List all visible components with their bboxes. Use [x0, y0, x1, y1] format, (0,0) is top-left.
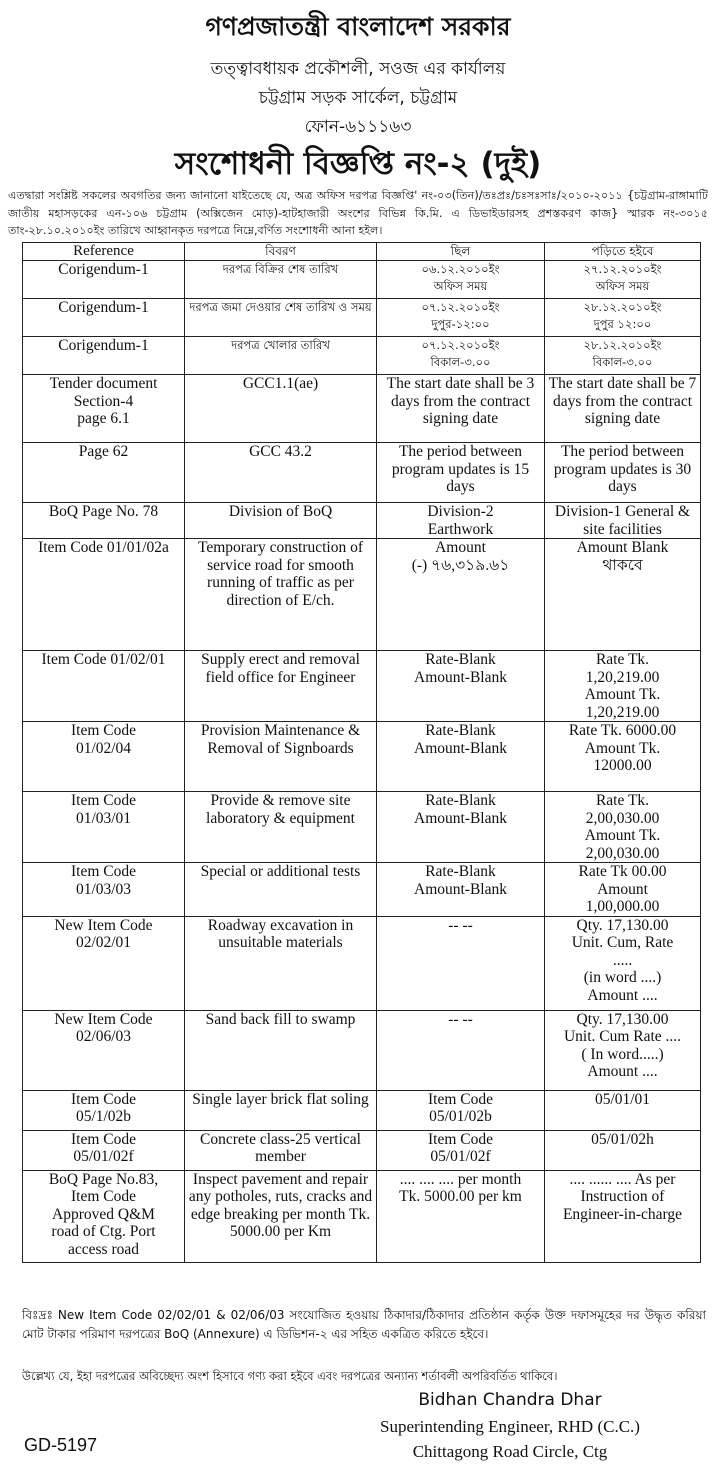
cell-was: -- --: [377, 916, 545, 1010]
table-row: [23, 539, 701, 651]
header-was: ছিল: [377, 243, 545, 261]
cell-description: Roadway excavation in unsuitable materials: [185, 916, 377, 1010]
cell-reference: Item Code 01/02/04: [23, 722, 185, 792]
table-row: [23, 1130, 701, 1170]
cell-reference: Corigendum-1: [23, 299, 185, 337]
notice-title: সংশোধনী বিজ্ঞপ্তি নং-২ (দুই): [174, 146, 542, 182]
cell-description: Concrete class-25 vertical member: [185, 1130, 377, 1170]
header-description: বিবরণ: [185, 243, 377, 261]
cell-was: Division-2 Earthwork: [377, 503, 545, 539]
table-row: [23, 261, 701, 299]
table-row: [23, 375, 701, 443]
circle-name: চট্টগ্রাম সড়ক সার্কেল, চট্টগ্রাম: [258, 88, 458, 108]
cell-read-as: ২৮.১২.২০১০ইং দুপুর ১২:০০: [545, 299, 701, 337]
table-row: [23, 722, 701, 792]
cell-read-as: Qty. 17,130.00 Unit. Cum Rate .... ( In word.....) Amount ....: [545, 1010, 701, 1090]
cell-description: দরপত্র জমা দেওয়ার শেষ তারিখ ও সময়: [185, 299, 377, 337]
header-reference: Reference: [23, 243, 185, 261]
table-row: [23, 792, 701, 863]
cell-was: The period between program updates is 15 days: [377, 443, 545, 503]
cell-was: ০৭.১২.২০১০ইং দুপুর-১২:০০: [377, 299, 545, 337]
cell-description: দরপত্র খোলার তারিখ: [185, 337, 377, 375]
cell-reference: Corigendum-1: [23, 261, 185, 299]
cell-read-as: ২৭.১২.২০১০ইং অফিস সময়: [545, 261, 701, 299]
cell-read-as: .... ...... .... As per Instruction of Engineer-in-charge: [545, 1170, 701, 1262]
cell-was: .... .... .... per month Tk. 5000.00 per km: [377, 1170, 545, 1262]
cell-was: ০৬.১২.২০১০ইং অফিস সময়: [377, 261, 545, 299]
cell-reference: New Item Code 02/02/01: [23, 916, 185, 1010]
header-read-as: পড়িতে হইবে: [545, 243, 701, 261]
cell-reference: Page 62: [23, 443, 185, 503]
cell-read-as: 05/01/01: [545, 1090, 701, 1130]
cell-read-as: The start date shall be 7 days from the contract signing date: [545, 375, 701, 443]
cell-description: দরপত্র বিক্রির শেষ তারিখ: [185, 261, 377, 299]
cell-read-as: Rate Tk. 2,00,030.00 Amount Tk. 2,00,030.00: [545, 792, 701, 863]
cell-reference: Item Code 01/03/03: [23, 863, 185, 917]
table-header-row: [23, 243, 701, 261]
cell-was: Amount (-) ৭৬,৩১৯.৬১: [377, 539, 545, 651]
cell-description: Inspect pavement and repair any potholes, ruts, cracks and edge breaking per month Tk. 5000.00 per Km: [185, 1170, 377, 1262]
cell-was: Rate-Blank Amount-Blank: [377, 722, 545, 792]
table-row: [23, 503, 701, 539]
cell-read-as: Division-1 General & site facilities: [545, 503, 701, 539]
cell-read-as: The period between program updates is 30 days: [545, 443, 701, 503]
cell-reference: BoQ Page No. 78: [23, 503, 185, 539]
cell-was: The start date shall be 3 days from the contract signing date: [377, 375, 545, 443]
cell-description: Provide & remove site laboratory & equipment: [185, 792, 377, 863]
government-name: গণপ্রজাতন্ত্রী বাংলাদেশ সরকার: [205, 12, 511, 41]
cell-description: Temporary construction of service road for smooth running of traffic as per direction of E/ch.: [185, 539, 377, 651]
table-row: [23, 1090, 701, 1130]
cell-read-as: Amount Blank থাকবে: [545, 539, 701, 651]
table-row: [23, 1010, 701, 1090]
signatory-designation: Superintending Engineer, RHD (C.C.): [380, 1417, 640, 1436]
cell-read-as: ২৮.১২.২০১০ইং বিকাল-৩.০০: [545, 337, 701, 375]
cell-reference: Corigendum-1: [23, 337, 185, 375]
cell-was: Item Code 05/01/02b: [377, 1090, 545, 1130]
table-row: [23, 1170, 701, 1262]
cell-description: GCC 43.2: [185, 443, 377, 503]
signatory-name: Bidhan Chandra Dhar: [418, 1390, 602, 1410]
table-row: [23, 863, 701, 917]
cell-was: Rate-Blank Amount-Blank: [377, 863, 545, 917]
cell-description: Supply erect and removal field office for Engineer: [185, 651, 377, 722]
cell-was: Item Code 05/01/02f: [377, 1130, 545, 1170]
cell-reference: Item Code 05/1/02b: [23, 1090, 185, 1130]
office-phone: ফোন-৬১১১৬৩: [304, 117, 412, 137]
cell-description: Provision Maintenance & Removal of Signboards: [185, 722, 377, 792]
footnote: বিঃদ্রঃ New Item Code 02/02/01 & 02/06/03 সংযোজিত হওয়ায় ঠিকাদার/ঠিকাদার প্রতিষ্ঠান কর্তৃক উক্ত দফাসমূহের দর উদ্ধৃত করিয়া মোট টাকার পরিমাণ দরপত্রের BoQ (Annexure) এ ডিভিশন-২ এর সহিত একত্রিত করিতে হইবে।: [22, 1308, 706, 1341]
table-row: [23, 651, 701, 722]
cell-description: Single layer brick flat soling: [185, 1090, 377, 1130]
table-row: [23, 916, 701, 1010]
cell-was: -- --: [377, 1010, 545, 1090]
table-row: [23, 337, 701, 375]
office-name: তত্ত্বাবধায়ক প্রকৌশলী, সওজ এর কার্যালয়: [210, 59, 506, 79]
cell-read-as: 05/01/02h: [545, 1130, 701, 1170]
cell-reference: New Item Code 02/06/03: [23, 1010, 185, 1090]
table-row: [23, 443, 701, 503]
cell-read-as: Rate Tk. 6000.00 Amount Tk. 12000.00: [545, 722, 701, 792]
cell-reference: Item Code 01/02/01: [23, 651, 185, 722]
cell-description: GCC1.1(ae): [185, 375, 377, 443]
signatory-office: Chittagong Road Circle, Ctg: [412, 1442, 608, 1461]
cell-description: Division of BoQ: [185, 503, 377, 539]
cell-description: Special or additional tests: [185, 863, 377, 917]
gd-number: GD-5197: [24, 1435, 98, 1455]
footnote-clause: উল্লেখ্য যে, ইহা দরপত্রের অবিচ্ছেদ্য অংশ হিসাবে গণ্য করা হইবে এবং দরপত্রের অন্যান্য শর্তাবলী অপরিবর্তিত থাকিবে।: [22, 1369, 558, 1383]
cell-was: Rate-Blank Amount-Blank: [377, 792, 545, 863]
cell-read-as: Rate Tk 00.00 Amount 1,00,000.00: [545, 863, 701, 917]
cell-was: ০৭.১২.২০১০ইং বিকাল-৩.০০: [377, 337, 545, 375]
table-row: [23, 299, 701, 337]
cell-description: Sand back fill to swamp: [185, 1010, 377, 1090]
cell-read-as: Rate Tk. 1,20,219.00 Amount Tk. 1,20,219.00: [545, 651, 701, 722]
cell-was: Rate-Blank Amount-Blank: [377, 651, 545, 722]
intro-paragraph: এতদ্বারা সংশ্লিষ্ট সকলের অবগতির জন্য জানানো যাইতেছে যে, অত্র অফিস দরপত্র বিজ্ঞপ্তি' নং-০৩(তিন)/তঃপ্রঃ/চঃসঃসাঃ/২০১০-২০১১ {চট্টগ্রাম-রাঙ্গামাটি জাতীয় মহাসড়কের এন-১০৬ চট্টগ্রাম (অক্সিজেন মোড়)-হাটহাজারী অংশের বিভিন্ন কি.মি. এ ডিভাইডারসহ প্রশস্তকরণ কাজ} স্মারক নং-৩০১৫ তাং-২৮.১০.২০১০ইং তারিখে আহ্বানকৃত দরপত্রে নিম্নে,বর্ণিত সংশোধনী আনা হইল।: [8, 189, 708, 237]
cell-reference: BoQ Page No.83, Item Code Approved Q&M road of Ctg. Port access road: [23, 1170, 185, 1262]
corrigendum-table: [22, 242, 701, 1263]
cell-reference: Item Code 01/01/02a: [23, 539, 185, 651]
cell-reference: Tender document Section-4 page 6.1: [23, 375, 185, 443]
cell-reference: Item Code 05/01/02f: [23, 1130, 185, 1170]
cell-read-as: Qty. 17,130.00 Unit. Cum, Rate ..... (in word ....) Amount ....: [545, 916, 701, 1010]
cell-reference: Item Code 01/03/01: [23, 792, 185, 863]
